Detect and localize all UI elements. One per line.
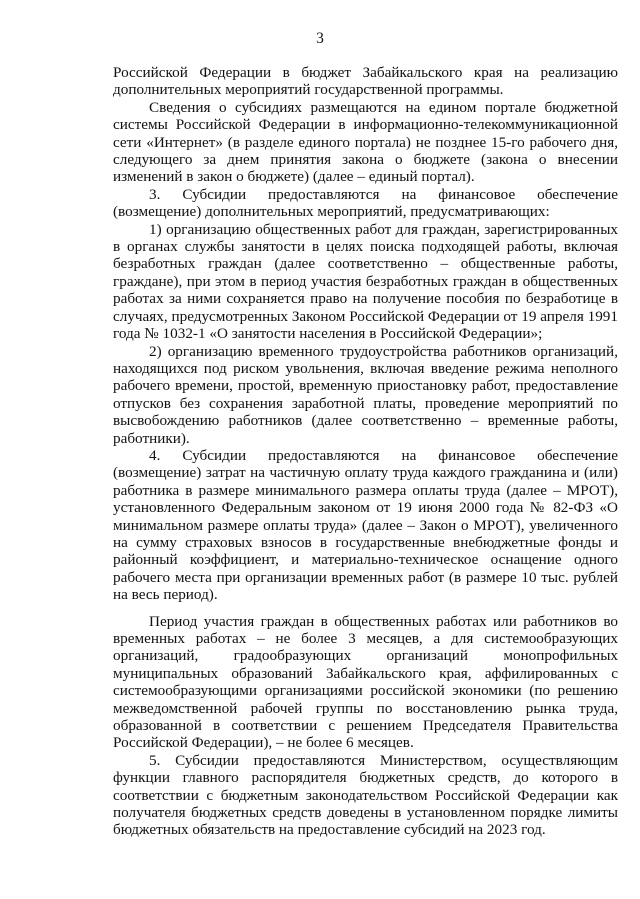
paragraph-item-3: 3. Субсидии предоставляются на финансовое обеспечение (возмещение) дополнительных мероприятий, предусматривающих: — [113, 185, 618, 221]
paragraph-participation-period: Период участия граждан в общественных работах или работников во временных работах – не более 3 месяцев, а для системообразующих организаций, градообразующих организаций монопрофильных муниципальных образований Забайкальского края, аффилированных с системообразующими организациями российской экономики (по решению межведомственной рабочей группы по восстановлению рынка труда, образованной в соответствии с решением Председателя Правительства Российской Федерации), – не более 6 месяцев. — [113, 612, 618, 752]
paragraph-subitem-1: 1) организацию общественных работ для граждан, зарегистрированных в органах службы занятости в целях поиска подходящей работы, включая безработных граждан (далее соответственно – общественные работы, граждане), при этом в период участия безработных граждан в общественных работах за ними сохраняется право на получение пособия по безработице в случаях, предусмотренных Законом Российской Федерации от 19 апреля 1991 года № 1032-1 «О занятости населения в Российской Федерации»; — [113, 220, 618, 343]
paragraph-continuation: Российской Федерации в бюджет Забайкальского края на реализацию дополнительных мероприятий государственной программы. — [113, 64, 618, 99]
paragraph-item-5: 5. Субсидии предоставляются Министерством, осуществляющим функции главного распорядителя бюджетных средств, до которого в соответствии с бюджетным законодательством Российской Федерации как получателя бюджетных средств доведены в установленном порядке лимиты бюджетных обязательств на предоставление субсидий на 2023 год. — [113, 751, 618, 839]
document-body — [113, 64, 618, 839]
paragraph-item-4: 4. Субсидии предоставляются на финансовое обеспечение (возмещение) затрат на частичную оплату труда каждого гражданина и (или) работника в размере минимального размера оплаты труда (далее – МРОТ), установленного Федеральным законом от 19 июня 2000 года № 82-ФЗ «О минимальном размере оплаты труда» (далее – Закон о МРОТ), увеличенного на сумму страховых взносов в государственные внебюджетные фонды и районный коэффициент, и материально-техническое оснащение одного рабочего места при организации временных работ (в размере 10 тыс. рублей на весь период). — [113, 446, 618, 604]
paragraph-subsidy-info: Сведения о субсидиях размещаются на едином портале бюджетной системы Российской Федерации в информационно-телекоммуникационной сети «Интернет» (в разделе единого портала) не позднее 15-го рабочего дня, следующего за днем принятия закона о бюджете (закона о внесении изменений в закон о бюджете) (далее – единый портал). — [113, 98, 618, 186]
page-number: 3 — [316, 30, 324, 47]
paragraph-gap — [113, 604, 618, 613]
paragraph-subitem-2: 2) организацию временного трудоустройства работников организаций, находящихся под риском увольнения, включая введение режима неполного рабочего времени, простой, временную приостановку работ, предоставление отпусков без сохранения заработной платы, проведение мероприятий по высвобождению работников (далее соответственно – временные работы, работники). — [113, 342, 618, 447]
